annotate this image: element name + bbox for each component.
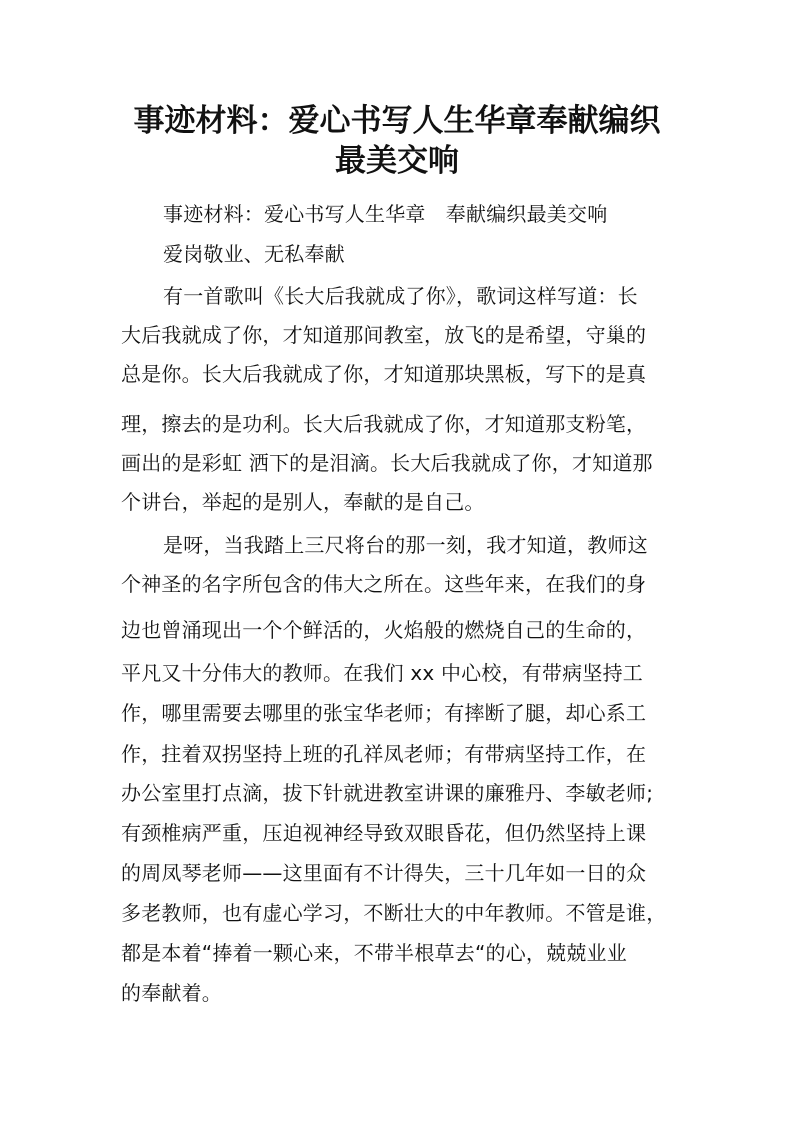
paragraph-2-line: 都是本着“捧着一颗心来，不带半根草去“的心，兢兢业业 [121, 941, 627, 965]
paragraph-2-line: 作，拄着双拐坚持上班的孔祥凤老师；有带病坚持工作，在 [121, 742, 647, 766]
paragraph-1-line: 总是你。长大后我就成了你，才知道那块黑板，写下的是真 [121, 362, 647, 386]
paragraph-2-line: 的奉献着。 [121, 981, 222, 1005]
paragraph-2-line: 个神圣的名字所包含的伟大之所在。这些年来，在我们的身 [121, 572, 647, 596]
subtitle-line: 事迹材料：爱心书写人生华章 奉献编织最美交响 [163, 202, 608, 226]
paragraph-2-line: 有颈椎病严重，压迫视神经导致双眼昏花，但仍然坚持上课 [121, 821, 647, 845]
paragraph-2-line: 办公室里打点滴，拔下针就进教室讲课的廉雅丹、李敏老师; [121, 781, 654, 805]
paragraph-2-line: 的周凤琴老师——这里面有不计得失，三十几年如一日的众 [121, 861, 647, 885]
paragraph-2-line: 多老教师，也有虚心学习，不断壮大的中年教师。不管是谁， [121, 901, 667, 925]
paragraph-2-line: 是呀，当我踏上三尺将台的那一刻，我才知道，教师这 [163, 533, 648, 557]
paragraph-1-line: 个讲台，举起的是别人，奉献的是自己。 [121, 490, 485, 514]
document-title-line-1: 事迹材料：爱心书写人生华章奉献编织 [133, 103, 661, 139]
paragraph-1-line: 有一首歌叫《长大后我就成了你》，歌词这样写道：长 [163, 284, 638, 308]
paragraph-2-line: 边也曾涌现出一个个鲜活的，火焰般的燃烧自己的生命的， [121, 618, 647, 642]
document-title-line-2: 最美交响 [335, 143, 459, 179]
paragraph-2-line: 平凡又十分伟大的教师。在我们 xx 中心校，有带病坚持工 [121, 661, 643, 685]
paragraph-2-line: 作，哪里需要去哪里的张宝华老师；有摔断了腿，却心系工 [121, 701, 647, 725]
paragraph-1-line: 大后我就成了你，才知道那间教室，放飞的是希望，守巢的 [121, 323, 647, 347]
paragraph-1-line: 理，擦去的是功利。长大后我就成了你，才知道那支粉笔， [121, 412, 647, 436]
section-heading: 爱岗敬业、无私奉献 [163, 242, 345, 266]
paragraph-1-line: 画出的是彩虹 洒下的是泪滴。长大后我就成了你，才知道那 [121, 451, 653, 475]
